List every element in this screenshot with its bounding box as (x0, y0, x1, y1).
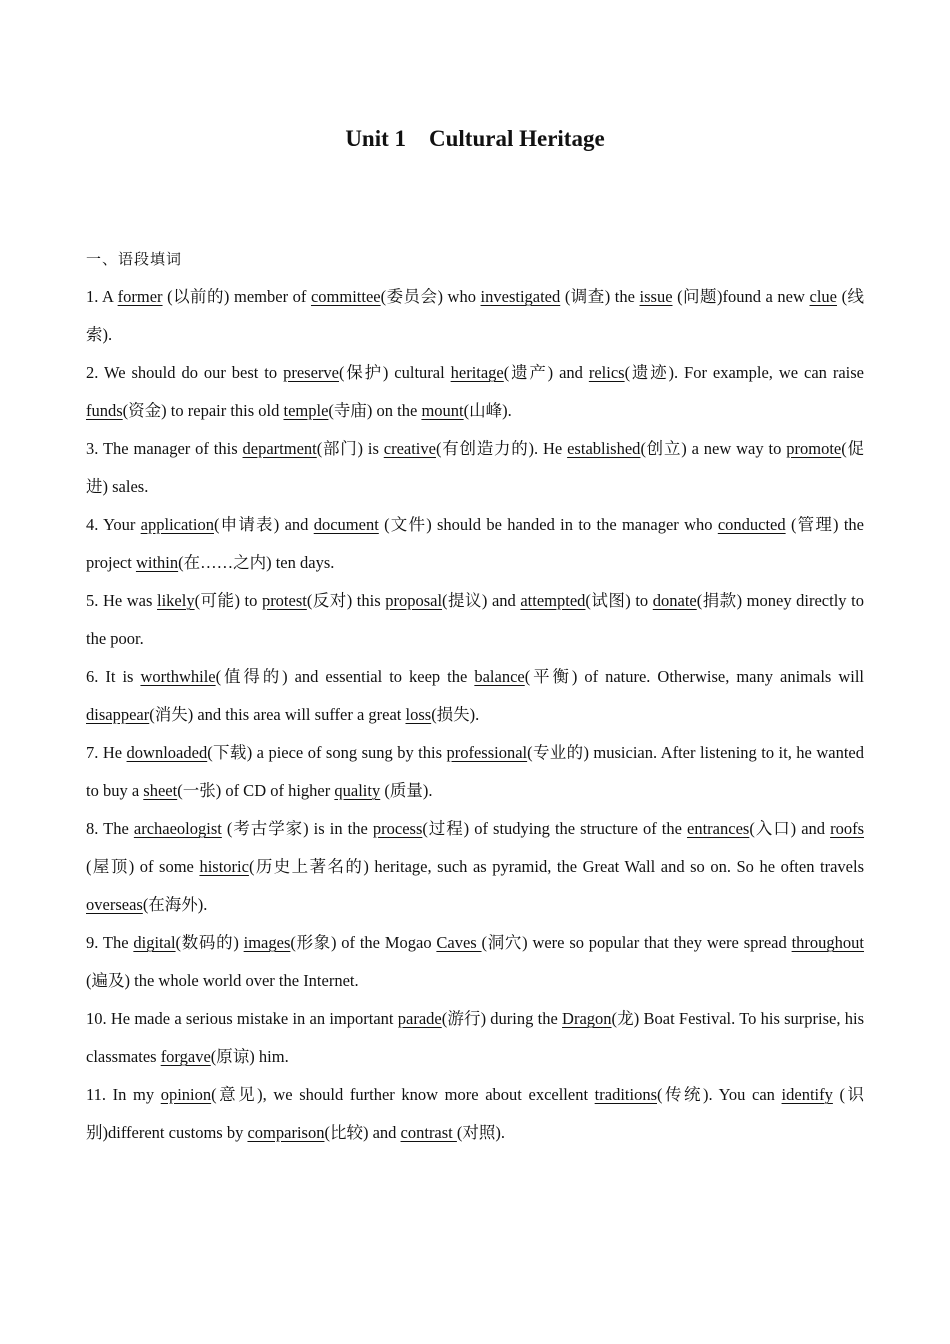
sentence-text: (调查) the (560, 287, 640, 306)
answer-word: heritage (450, 363, 504, 382)
sentence-text: (遗迹). For example, we can raise (624, 363, 864, 382)
answer-word: throughout (791, 933, 865, 952)
answer-word: document (313, 515, 379, 534)
answer-word: department (242, 439, 317, 458)
answer-word: professional (446, 743, 528, 762)
answer-word: process (372, 819, 423, 838)
answer-word: historic (199, 857, 249, 876)
answer-word: likely (157, 591, 195, 610)
exercise-item (86, 430, 864, 506)
sentence-text: (过程) of studying the structure of the (422, 819, 688, 838)
sentence-text: (平衡) of nature. Otherwise, many animals will (524, 667, 864, 686)
answer-word: traditions (594, 1085, 657, 1104)
sentence-text: 6. It is (86, 667, 141, 686)
sentence-text: 3. The manager of this (86, 439, 243, 458)
sentence-text: (提议) and (442, 591, 521, 610)
sentence-text: (质量). (380, 781, 433, 800)
answer-word: digital (133, 933, 176, 952)
sentence-text: (传统). You can (657, 1085, 782, 1104)
sentence-text: (消失) and this area will suffer a great (149, 705, 406, 724)
answer-word: Caves (436, 933, 482, 952)
sentence-text: (意见), we should further know more about excellent (211, 1085, 595, 1104)
sentence-text: (保护) cultural (338, 363, 451, 382)
sentence-text: (有创造力的). He (435, 439, 568, 458)
answer-word: conducted (717, 515, 786, 534)
sentence-text: (专业的) musician. After listening to it, he wanted to buy a (86, 743, 864, 800)
answer-word: Dragon (562, 1009, 612, 1028)
sentence-text: 7. He (86, 743, 127, 762)
answer-word: preserve (283, 363, 339, 382)
exercise-item (86, 582, 864, 658)
sentence-text: (值得的) and essential to keep the (215, 667, 475, 686)
answer-word: issue (639, 287, 673, 306)
answer-word: relics (588, 363, 625, 382)
answer-word: disappear (86, 705, 150, 724)
answer-word: comparison (247, 1123, 325, 1142)
sentence-text: (数码的) (175, 933, 244, 952)
sentence-text: 10. He made a serious mistake in an important (86, 1009, 398, 1028)
sentence-text: (促进) sales. (86, 439, 864, 496)
sentence-text: (屋顶) of some (86, 857, 200, 876)
answer-word: worthwhile (140, 667, 216, 686)
sentence-text: (在……之内) ten days. (178, 553, 335, 572)
answer-word: forgave (160, 1047, 211, 1066)
sentence-text: (可能) to (194, 591, 262, 610)
sentence-text: (损失). (431, 705, 480, 724)
answer-word: roofs (830, 819, 865, 838)
sentence-text: 2. We should do our best to (86, 363, 284, 382)
sentence-text: (洞穴) were so popular that they were spread (481, 933, 792, 952)
answer-word: images (243, 933, 291, 952)
answer-word: identify (781, 1085, 833, 1104)
answer-word: clue (809, 287, 837, 306)
answer-word: opinion (160, 1085, 212, 1104)
page-title: Unit 1 Cultural Heritage (345, 126, 605, 151)
answer-word: creative (383, 439, 436, 458)
sentence-text: (原谅) him. (210, 1047, 289, 1066)
answer-word: mount (421, 401, 464, 420)
answer-word: proposal (385, 591, 443, 610)
answer-word: overseas (86, 895, 143, 914)
sentence-text: (寺庙) on the (328, 401, 422, 420)
exercise-item (86, 278, 864, 354)
answer-word: protest (261, 591, 307, 610)
sentence-text: 9. The (86, 933, 134, 952)
answer-word: application (140, 515, 214, 534)
answer-word: entrances (687, 819, 750, 838)
exercise-item (86, 1000, 864, 1076)
answer-word: within (135, 553, 179, 572)
exercise-list (86, 278, 864, 1152)
sentence-text: (创立) a new way to (640, 439, 787, 458)
sentence-text: (考古学家) is in the (221, 819, 373, 838)
sentence-text: (历史上著名的) heritage, such as pyramid, the Great Wall and so on. So he often travels (248, 857, 864, 876)
sentence-text: 11. In my (86, 1085, 161, 1104)
answer-word: parade (397, 1009, 442, 1028)
answer-word: temple (283, 401, 329, 420)
answer-word: former (117, 287, 163, 306)
answer-word: archaeologist (133, 819, 222, 838)
sentence-text: (捐款) money directly to the poor. (86, 591, 864, 648)
sentence-text: (山峰). (463, 401, 512, 420)
sentence-text: (在海外). (142, 895, 208, 914)
answer-word: quality (334, 781, 381, 800)
sentence-text: 8. The (86, 819, 134, 838)
answer-word: sheet (143, 781, 178, 800)
section-heading: 一、语段填词 (86, 250, 183, 268)
exercise-item (86, 734, 864, 810)
exercise-body (86, 240, 864, 1152)
answer-word: established (567, 439, 641, 458)
sentence-text: 4. Your (86, 515, 141, 534)
sentence-text: (资金) to repair this old (122, 401, 284, 420)
sentence-text: (游行) during the (441, 1009, 563, 1028)
sentence-text: (文件) should be handed in to the manager who (378, 515, 718, 534)
answer-word: downloaded (126, 743, 208, 762)
sentence-text: (试图) to (585, 591, 653, 610)
sentence-text: 5. He was (86, 591, 158, 610)
answer-word: attempted (520, 591, 586, 610)
sentence-text: (一张) of CD of higher (177, 781, 335, 800)
sentence-text: (委员会) who (380, 287, 481, 306)
answer-word: committee (310, 287, 381, 306)
sentence-text: (反对) this (306, 591, 386, 610)
answer-word: loss (405, 705, 432, 724)
exercise-item (86, 506, 864, 582)
answer-word: donate (652, 591, 697, 610)
sentence-text: (以前的) member of (162, 287, 311, 306)
sentence-text: (入口) and (749, 819, 831, 838)
exercise-item (86, 810, 864, 924)
exercise-item (86, 658, 864, 734)
sentence-text: (遍及) the whole world over the Internet. (86, 971, 359, 990)
answer-word: funds (86, 401, 123, 420)
answer-word: investigated (480, 287, 561, 306)
sentence-text: (比较) and (324, 1123, 401, 1142)
sentence-text: (部门) is (316, 439, 384, 458)
exercise-item (86, 924, 864, 1000)
sentence-text: (申请表) and (213, 515, 314, 534)
exercise-item (86, 1076, 864, 1152)
sentence-text: (对照). (456, 1123, 506, 1142)
sentence-text: (龙) Boat Festival. To his surprise, his classmates (86, 1009, 864, 1066)
exercise-item (86, 354, 864, 430)
sentence-text: (形象) of the Mogao (290, 933, 437, 952)
sentence-text: (下载) a piece of song sung by this (207, 743, 447, 762)
sentence-text: 1. A (86, 287, 118, 306)
sentence-text: (问题)found a new (672, 287, 810, 306)
answer-word: contrast (400, 1123, 457, 1142)
sentence-text: (管理) the project (86, 515, 864, 572)
sentence-text: (遗产) and (503, 363, 589, 382)
answer-word: promote (786, 439, 842, 458)
answer-word: balance (474, 667, 525, 686)
sentence-text: (线索). (86, 287, 865, 344)
sentence-text: (识别)different customs by (86, 1085, 864, 1142)
